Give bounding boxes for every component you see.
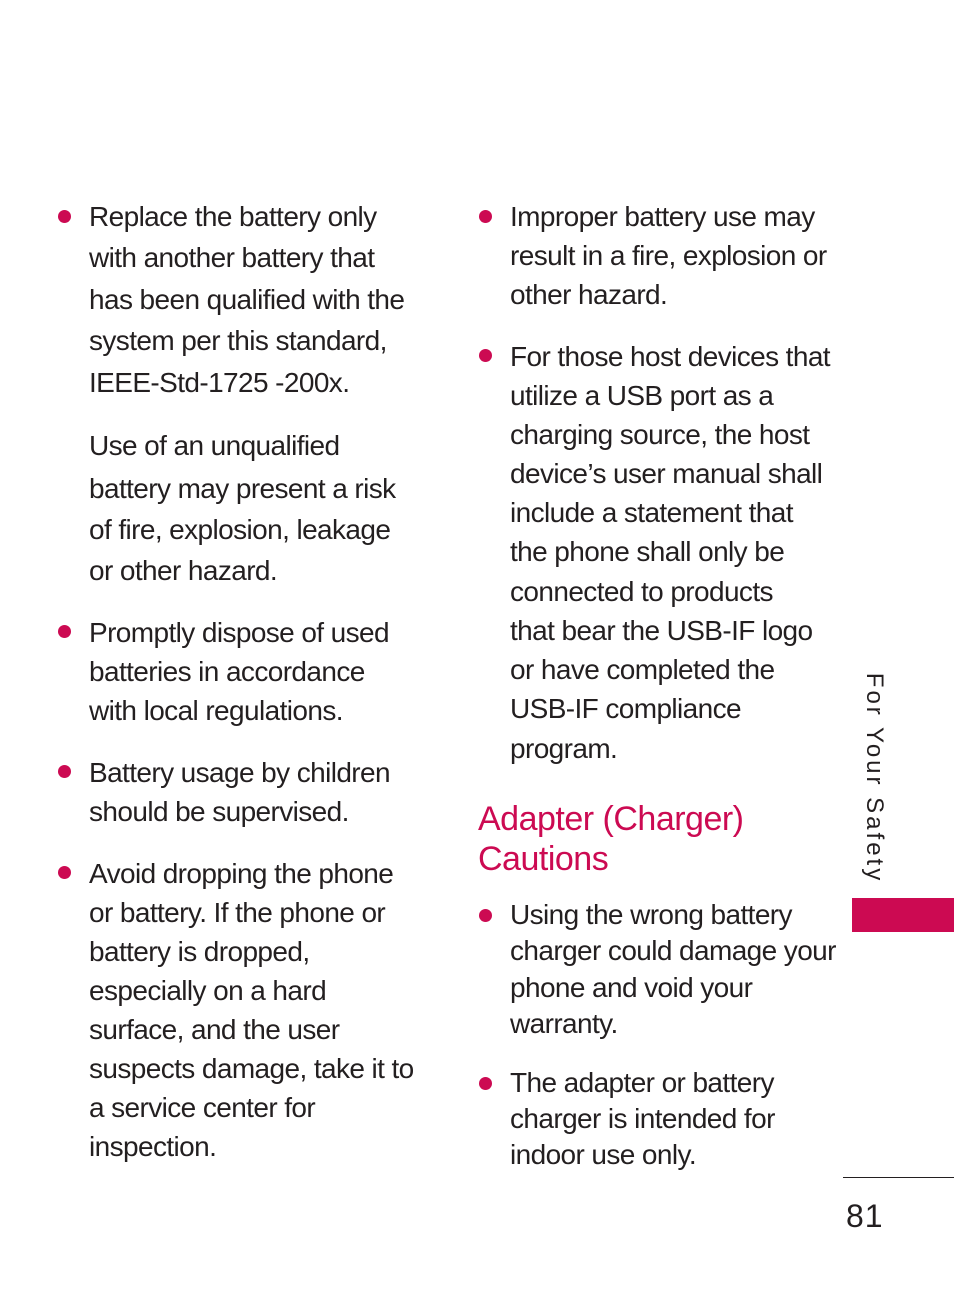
list-item-line: surface, and the user [89, 1014, 340, 1045]
list-item-line: program. [510, 733, 618, 764]
list-item-line: inspection. [89, 1131, 217, 1162]
list-item-line: utilize a USB port as a [510, 380, 774, 411]
paragraph-line: battery may present a risk [89, 473, 396, 504]
list-item-line: with another battery that [89, 242, 375, 273]
bullet-icon [479, 1077, 492, 1090]
section-heading: Cautions [478, 840, 609, 878]
bullet-icon [479, 210, 492, 223]
list-item-line: has been qualified with the [89, 284, 405, 315]
footer-divider [843, 1177, 954, 1178]
list-item-line: charger could damage your [510, 935, 836, 966]
list-item-line: that bear the USB-IF logo [510, 615, 813, 646]
list-item-line: Replace the battery only [89, 201, 377, 232]
list-item-line: connected to products [510, 576, 773, 607]
list-item-line: batteries in accordance [89, 656, 365, 687]
list-item-line: with local regulations. [89, 695, 343, 726]
list-item-line: result in a fire, explosion or [510, 240, 827, 271]
list-item-line: should be supervised. [89, 796, 349, 827]
list-item-line: indoor use only. [510, 1139, 697, 1170]
paragraph-line: Use of an unqualified [89, 430, 340, 461]
list-item-line: battery is dropped, [89, 936, 310, 967]
paragraph-line: of fire, explosion, leakage [89, 514, 391, 545]
list-item-line: phone and void your [510, 972, 753, 1003]
side-tab-marker [852, 898, 954, 932]
bullet-icon [479, 349, 492, 362]
bullet-icon [479, 909, 492, 922]
list-item-line: warranty. [510, 1008, 618, 1039]
list-item-line: include a statement that [510, 497, 793, 528]
list-item-line: USB-IF compliance [510, 693, 741, 724]
list-item-line: Improper battery use may [510, 201, 815, 232]
list-item-line: other hazard. [510, 279, 668, 310]
list-item-line: IEEE-Std-1725 -200x. [89, 367, 350, 398]
bullet-icon [58, 765, 71, 778]
section-heading: Adapter (Charger) [478, 800, 744, 838]
list-item-line: suspects damage, take it to [89, 1053, 414, 1084]
list-item-line: Avoid dropping the phone [89, 858, 394, 889]
list-item-line: system per this standard, [89, 325, 387, 356]
list-item-line: a service center for [89, 1092, 316, 1123]
list-item-line: or battery. If the phone or [89, 897, 386, 928]
list-item-line: device’s user manual shall [510, 458, 823, 489]
list-item-line: Promptly dispose of used [89, 617, 389, 648]
list-item-line: charging source, the host [510, 419, 810, 450]
list-item-line: Battery usage by children [89, 757, 390, 788]
list-item-line: especially on a hard [89, 975, 327, 1006]
side-tab-label: For Your Safety [861, 672, 888, 884]
bullet-icon [58, 210, 71, 223]
bullet-icon [58, 866, 71, 879]
page-number: 81 [846, 1198, 884, 1234]
list-item-line: The adapter or battery [510, 1067, 774, 1098]
list-item-line: or have completed the [510, 654, 775, 685]
list-item-line: the phone shall only be [510, 536, 785, 567]
paragraph-line: or other hazard. [89, 555, 278, 586]
list-item-line: For those host devices that [510, 341, 830, 372]
bullet-icon [58, 625, 71, 638]
list-item-line: Using the wrong battery [510, 899, 792, 930]
list-item-line: charger is intended for [510, 1103, 775, 1134]
